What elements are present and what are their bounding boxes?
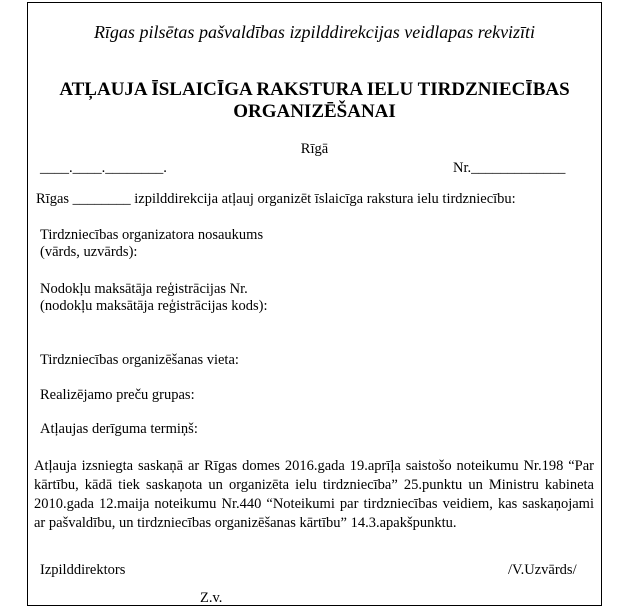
date-field: ____.____.________. (40, 160, 167, 176)
place-of-issue: Rīgā (300, 141, 329, 157)
number-field: Nr._____________ (453, 160, 566, 176)
title-line-1: ATĻAUJA ĪSLAICĪGA RAKSTURA IELU TIRDZNIECĪBAS (59, 79, 570, 100)
field-organizer-label: Tirdzniecības organizatora nosaukums (vārds, uzvārds): (40, 227, 264, 260)
document-title (28, 79, 601, 123)
title-line-2: ORGANIZĒŠANAI (233, 101, 396, 122)
signatory-title: Izpilddirektors (40, 562, 126, 578)
legal-basis-paragraph: Atļauja izsniegta saskaņā ar Rīgas domes 2016.gada 19.aprīļa saistošo noteikumu Nr.198 “Par kārtību, kādā tiek saskaņota un organizēta ielu tirdzniecība” 25.punktu un Ministru kabineta 2010.gada 12.maija noteikumu Nr.440 “Noteikumi par tirdzniecības veidiem, kas saskaņojami ar pašvaldību, un tirdzniecības organizēšanas kārtību” 14.3.apakšpunktu. (34, 458, 594, 531)
document-frame (27, 2, 602, 606)
field-goods-label: Realizējamo preču grupas: (40, 387, 195, 403)
stamp-place: Z.v. (200, 590, 223, 606)
intro-statement: Rīgas ________ izpilddirekcija atļauj organizēt īslaicīga rakstura ielu tirdzniecību: (36, 191, 516, 207)
signatory-name: /V.Uzvārds/ (508, 562, 577, 578)
field-taxpayer-label: Nodokļu maksātāja reģistrācijas Nr. (nodokļu maksātāja reģistrācijas kods): (40, 281, 268, 314)
field-validity-label: Atļaujas derīguma termiņš: (40, 421, 198, 437)
field-location-label: Tirdzniecības organizēšanas vieta: (40, 352, 239, 368)
letterhead-requisites: Rīgas pilsētas pašvaldības izpilddirekcijas veidlapas rekvizīti (93, 22, 536, 42)
